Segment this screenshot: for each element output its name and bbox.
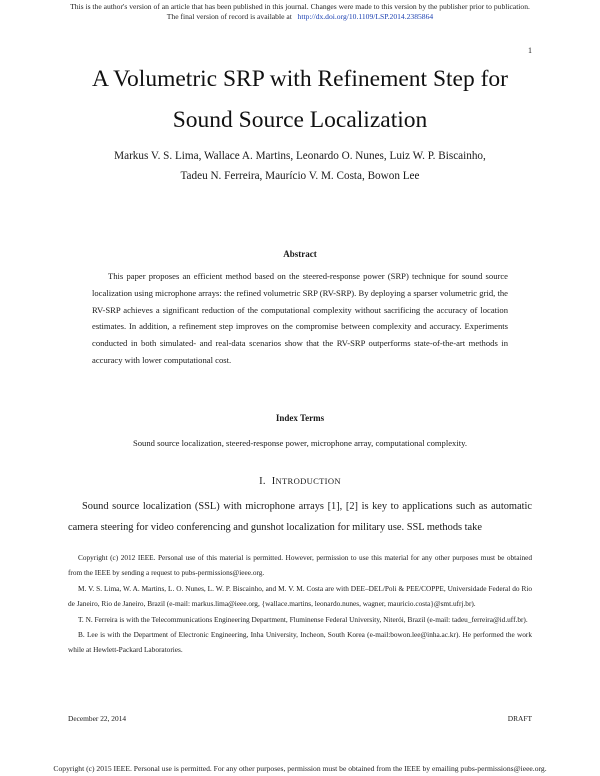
doi-link[interactable]: http://dx.doi.org/10.1109/LSP.2014.2385864 (297, 12, 434, 21)
section-title-rest: NTRODUCTION (275, 476, 341, 486)
index-terms-heading: Index Terms (275, 413, 325, 423)
copyright-notice: Copyright (c) 2015 IEEE. Personal use is permitted. For any other purposes, permission must be obtained from the IEEE by emailing pubs-permissions@ieee.org. (53, 764, 547, 773)
footer-status: DRAFT (507, 714, 532, 723)
footnote-copyright: Copyright (c) 2012 IEEE. Personal use of this material is permitted. However, permission to use this material for any other purposes must be obtained from the IEEE by sending a request to pubs-permissions@ieee.org. (68, 553, 532, 578)
introduction-heading (0, 476, 600, 487)
section-title-initial: I (271, 476, 276, 487)
footnote-affiliation-inha: B. Lee is with the Department of Electronic Engineering, Inha University, Incheon, South Korea (e-mail:bowon.lee@inha.ac.kr). He performed the work while at Hewlett-Packard Laboratories. (68, 630, 532, 655)
publication-notice-line2 (0, 12, 600, 22)
publication-notice-prefix: The final version of record is available at (166, 12, 292, 21)
publication-notice-line1: This is the author's version of an article that has been published in this journal. Changes were made to this version by the publisher prior to publication. (70, 2, 530, 11)
footnote-affiliation-ufrj: M. V. S. Lima, W. A. Martins, L. O. Nunes, L. W. P. Biscainho, and M. V. M. Costa are with DEE–DEL/Poli & PEE/COPPE, Universidade Federal do Rio de Janeiro, Rio de Janeiro, Brazil (e-mail: markus.lima@ieee.org, {wallace.martins, leonardo.nunes, wagner, mauricio.costa}@smt.ufrj.br). (68, 583, 532, 609)
page-number: 1 (528, 46, 532, 55)
author-list-line2: Tadeu N. Ferreira, Maurício V. M. Costa, Bowon Lee (180, 170, 420, 182)
paper-title-line1: A Volumetric SRP with Refinement Step for (91, 66, 509, 92)
author-list-line1: Markus V. S. Lima, Wallace A. Martins, Leonardo O. Nunes, Luiz W. P. Biscainho, (114, 150, 486, 162)
abstract-text: This paper proposes an efficient method based on the steered-response power (SRP) technique for sound source localization using microphone arrays: the refined volumetric SRP (RV-SRP). By deploying a sparser volumetric grid, the RV-SRP achieves a significant reduction of the computational complexity without sacrificing the accuracy of location estimates. In addition, a refinement step improves on the compromise between complexity and accuracy. Experiments conducted in both simulated- and real-data scenarios show that the RV-SRP outperforms state-of-the-art methods in accuracy with lower computational cost. (92, 271, 508, 365)
footnote-affiliation-uff: T. N. Ferreira is with the Telecommunications Engineering Department, Fluminense Federal University, Niterói, Brazil (e-mail: tadeu_ferreira@id.uff.br). (78, 614, 528, 624)
publication-notice (0, 2, 600, 22)
footnotes (68, 550, 532, 658)
index-terms-text: Sound source localization, steered-response power, microphone array, computational complexity. (132, 438, 468, 448)
abstract-heading: Abstract (283, 249, 317, 259)
section-number: I. (259, 476, 266, 487)
introduction-text: Sound source localization (SSL) with microphone arrays [1], [2] is key to applications such as automatic camera steering for video conferencing and gunshot localization for military use. SSL methods take (68, 501, 532, 533)
paper-title-line2: Sound Source Localization (172, 107, 428, 133)
footer-date: December 22, 2014 (68, 714, 127, 723)
